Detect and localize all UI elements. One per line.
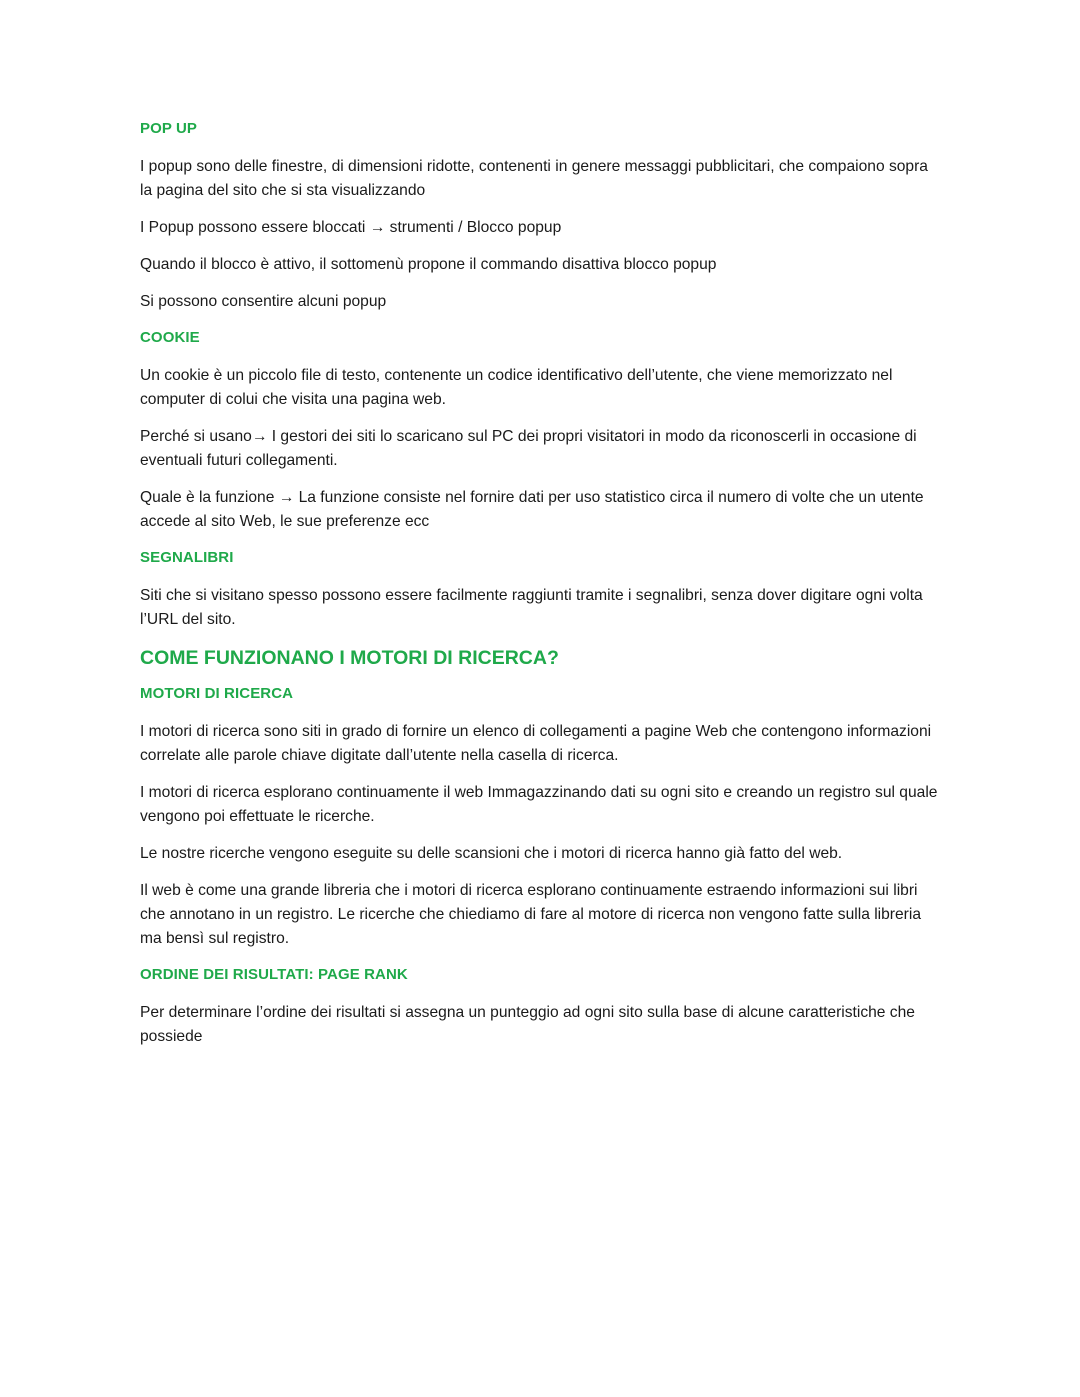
paragraph: Le nostre ricerche vengono eseguite su delle scansioni che i motori di ricerca hanno già fatto del web. [140, 845, 843, 862]
paragraph: Quale è la funzione → La funzione consiste nel fornire dati per uso statistico circa il numero di volte che un utente accede al sito Web, le sue preferenze ecc [140, 489, 924, 530]
section-heading-segnalibri: SEGNALIBRI [140, 549, 234, 566]
section-heading-motori-di-ricerca: MOTORI DI RICERCA [140, 685, 294, 702]
paragraph: Un cookie è un piccolo file di testo, contenente un codice identificativo dell’utente, che viene memorizzato nel computer di colui che visita una pagina web. [140, 367, 893, 408]
paragraph: Siti che si visitano spesso possono essere facilmente raggiunti tramite i segnalibri, senza dover digitare ogni volta l’URL del sito. [140, 587, 923, 628]
section-heading-page-rank: ORDINE DEI RISULTATI: PAGE RANK [140, 966, 408, 983]
paragraph: I motori di ricerca esplorano continuamente il web Immagazzinando dati su ogni sito e creando un registro sul quale vengono poi effettuate le ricerche. [140, 784, 938, 825]
paragraph: Perché si usano→ I gestori dei siti lo scaricano sul PC dei propri visitatori in modo da riconoscerli in occasione di eventuali futuri collegamenti. [140, 428, 917, 469]
paragraph: I Popup possono essere bloccati → strumenti / Blocco popup [140, 219, 562, 236]
paragraph: Il web è come una grande libreria che i motori di ricerca esplorano continuamente estraendo informazioni sui libri che annotano in un registro. Le ricerche che chiediamo di fare al motore di ricerca non vengono fatte sulla libreria ma bensì sul registro. [140, 882, 921, 947]
paragraph: Si possono consentire alcuni popup [140, 293, 387, 310]
paragraph: Quando il blocco è attivo, il sottomenù propone il commando disattiva blocco popup [140, 256, 717, 273]
paragraph: Per determinare l’ordine dei risultati si assegna un punteggio ad ogni sito sulla base di alcune caratteristiche che possiede [140, 1004, 915, 1045]
paragraph: I motori di ricerca sono siti in grado di fornire un elenco di collegamenti a pagine Web che contengono informazioni correlate alle parole chiave digitate dall’utente nella casella di ricerca. [140, 723, 932, 764]
main-heading: COME FUNZIONANO I MOTORI DI RICERCA? [140, 647, 559, 669]
section-heading-cookie: COOKIE [140, 329, 200, 346]
section-heading-pop-up: POP UP [140, 120, 198, 137]
paragraph: I popup sono delle finestre, di dimensioni ridotte, contenenti in genere messaggi pubblicitari, che compaiono sopra la pagina del sito che si sta visualizzando [140, 158, 928, 199]
